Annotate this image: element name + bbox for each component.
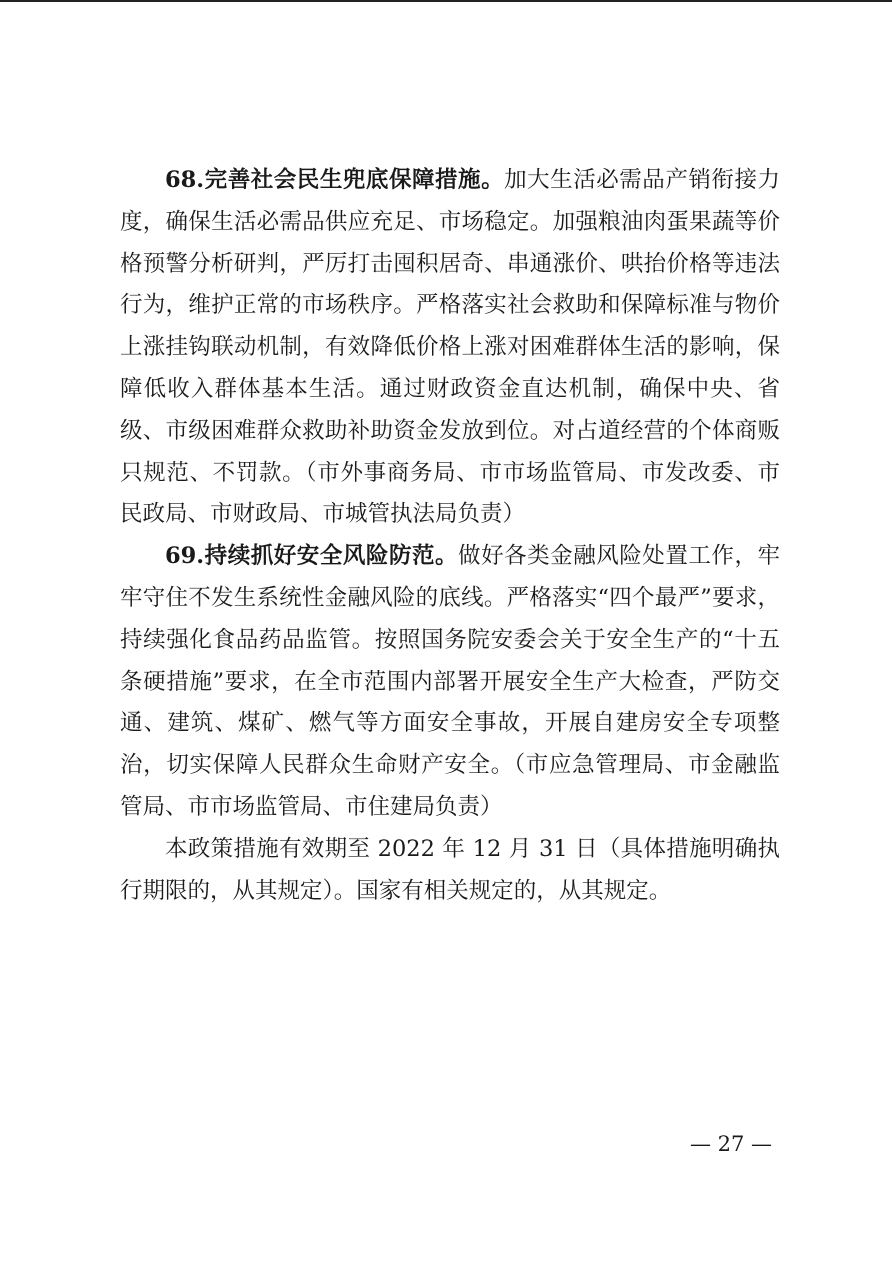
page-number: — 27 — (689, 1132, 773, 1156)
paragraph-text: 本政策措施有效期至 2022 年 12 月 31 日（具体措施明确执行期限的，从其规定）。国家有相关规定的，从其规定。 (120, 835, 780, 904)
paragraph-text: 做好各类金融风险处置工作，牢牢守住不发生系统性金融风险的底线。严格落实“四个最严”要求，持续强化食品药品监管。按照国务院安委会关于安全生产的“十五条硬措施”要求，在全市范围内部署开展安全生产大检查，严防交通、建筑、煤矿、燃气等方面安全事故，开展自建房安全专项整治，切实保障人民群众生命财产安全。（市应急管理局、市金融监管局、市市场监管局、市住建局负责） (120, 543, 780, 820)
paragraph-heading: 69.持续抓好安全风险防范。 (165, 543, 459, 570)
document-body (120, 160, 780, 912)
page-top-border (0, 0, 892, 2)
paragraph-measure-69 (120, 536, 780, 829)
paragraph-heading: 68.完善社会民生兜底保障措施。 (165, 167, 505, 193)
paragraph-text: 加大生活必需品产销衔接力度，确保生活必需品供应充足、市场稳定。加强粮油肉蛋果蔬等价格预警分析研判，严厉打击囤积居奇、串通涨价、哄抬价格等违法行为，维护正常的市场秩序。严格落实社会救助和保障标准与物价上涨挂钩联动机制，有效降低价格上涨对困难群体生活的影响，保障低收入群体基本生活。通过财政资金直达机制，确保中央、省级、市级困难群众救助补助资金发放到位。对占道经营的个体商贩只规范、不罚款。（市外事商务局、市市场监管局、市发改委、市民政局、市财政局、市城管执法局负责） (120, 167, 780, 528)
paragraph-measure-68 (120, 160, 780, 536)
paragraph-validity (120, 829, 780, 913)
